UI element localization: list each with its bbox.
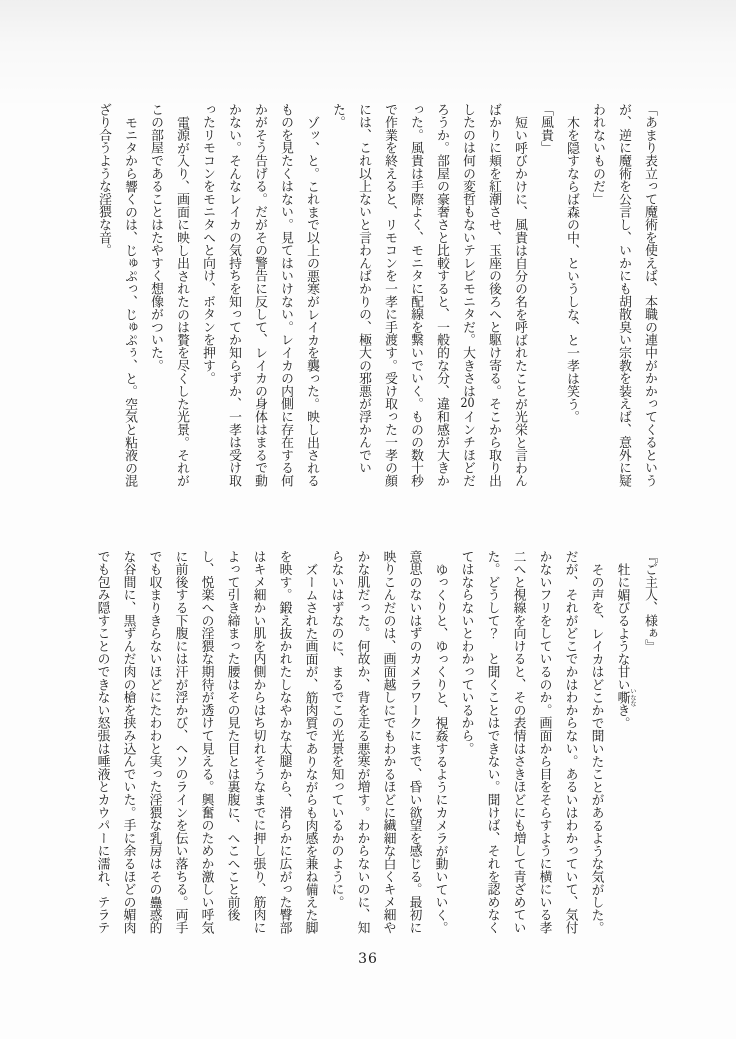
text-line: この部屋であることはたやすく想像がついた。 xyxy=(148,103,163,372)
text-line: 木を隠すならば森の中、というしな、と一孝は笑う。 xyxy=(564,115,579,423)
text-line: 映りこんだのは、画面越しにでもわかるほどに繊細な白くキメ細や xyxy=(380,550,396,934)
text-line: でも包み隠すことのできない怒張は唾液とカウパーに濡れ、テラテ xyxy=(94,550,110,934)
text-line: には、これ以上ないと言わんばかりの、極大の邪悪が浮かんでい xyxy=(356,103,371,475)
text-line: 二へと視線を向けると、その表情はさきほどにも増して青ざめてい xyxy=(510,550,526,934)
text-line: った。風貴は手際よく、モニタに配線を繋いでいく。ものの数十秒 xyxy=(408,103,423,487)
text-line: てはならないとわかっているから。 xyxy=(458,550,474,755)
text-line: 牡に媚びるような甘い嘶 いななき。 xyxy=(614,562,636,730)
text-line: かな肌だった。何故か、背を走る悪寒が増す。わからないのに、知 xyxy=(354,550,370,934)
text-line: ゾッ、と。これまで以上の悪寒がレイカを襲った。映し出される xyxy=(304,115,319,487)
text-line: だが、それがどこでかはわからない。あるいはわかっていて、気付 xyxy=(562,550,578,934)
text-line: かがそう告げる。だがその警告に反して、レイカの身体はまるで動 xyxy=(252,103,267,487)
text-line: したのは何の変哲もないテレビモニタだ。大きさは20インチほどだ xyxy=(460,103,475,488)
text-line: かないフリをしているのか。画面から目をそらすように横にいる孝 xyxy=(536,550,552,934)
text-line: ろうか。部屋の豪奢さと比較すると、一般的な分、違和感が大きか xyxy=(434,103,449,487)
text-line: ズームされた画面が、筋肉質でありながらも肉感を兼ね備えた脚 xyxy=(302,562,318,934)
text-line: 電源が入り、画面に映し出されたのは贅を尽くした光景。それが xyxy=(174,115,189,487)
text-line: が、逆に魔術を公言し、いかにも胡散臭い宗教を装えば、意外に疑 xyxy=(616,103,631,487)
text-line: な谷間に、黒ずんだ肉の槍を挟み込んでいた。手に余るほどの媚肉 xyxy=(120,550,136,934)
page-number: 36 xyxy=(358,951,378,967)
text-line: た。 xyxy=(330,103,345,129)
text-line: でも収まりきらないほどにたわわと実った淫猥な乳房はその蠱惑的 xyxy=(146,550,162,934)
text-line: はキメ細かい肌を内側からはち切れそうなまでに押し張り、筋肉に xyxy=(250,550,266,934)
text-line: ったリモコンをモニタへと向け、ボタンを押す。 xyxy=(200,103,215,385)
text-line: に前後する下腹には汗が浮かび、ヘソのラインを伝い落ちる。両手 xyxy=(172,550,188,934)
text-line: 「あまり表立って魔術を使えば、本職の連中がかかってくるという xyxy=(642,103,657,487)
text-line: 「風貴」 xyxy=(538,103,553,155)
text-line: ばかりに頬を紅潮させ、玉座の後ろへと駆け寄る。そこから取り出 xyxy=(486,103,501,487)
text-line: ものを見たくはない。見てはいけない。レイカの内側に存在する何 xyxy=(278,103,293,487)
text-line: らないはずなのに、まるでこの光景を知っているかのように。 xyxy=(328,550,344,909)
text-line: ゆっくりと、ゆっくりと、視姦するようにカメラが動いていく。 xyxy=(432,562,448,934)
text-block-top xyxy=(90,103,662,487)
text-line: その声を、レイカはどこかで聞いたことがあるような気がした。 xyxy=(588,562,604,934)
text-line: を映す。鍛え抜かれたしなやかな太腿から、滑らかに広がった臀部 xyxy=(276,550,292,934)
text-line: 意思のないはずのカメラワークにまで、昏い欲望を感じる。最初に xyxy=(406,550,422,934)
text-line: 短い呼びかけに、風貴は自分の名を呼ばれたことが光栄と言わん xyxy=(512,115,527,487)
text-line: で作業を終えると、リモコンを一孝に手渡す。受け取った一孝の顔 xyxy=(382,103,397,487)
text-line: ざり合うような淫猥な音。 xyxy=(96,103,111,257)
text-line: われないものだ」 xyxy=(590,103,605,206)
text-line: た。どうして？ と聞くことはできない。聞けば、それを認めなく xyxy=(484,550,500,934)
text-line: し、悦楽への淫猥な期待が透けて見える。興奮のためか激しい呼気 xyxy=(198,550,214,934)
text-block-bottom xyxy=(89,550,663,934)
text-line: よって引き締まった腰はその見た目とは裏腹に、へこへこと前後 xyxy=(224,550,240,922)
text-line: かない。そんなレイカの気持ちを知ってか知らずか、一孝は受け取 xyxy=(226,103,241,487)
text-line: モニタから響くのは、じゅぷっ、じゅぷぅ、と。空気と粘液の混 xyxy=(122,115,137,487)
text-line: 『ご主人、様ぁ』 xyxy=(642,550,657,653)
